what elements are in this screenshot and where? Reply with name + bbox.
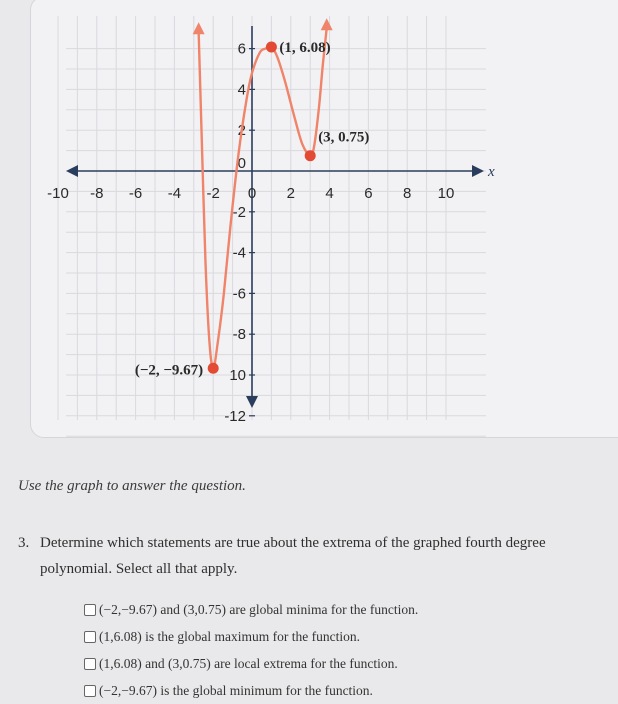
checkbox-3[interactable] bbox=[84, 658, 96, 670]
x-tick-label: -10 bbox=[47, 185, 69, 202]
x-axis-right-arrow bbox=[472, 165, 484, 177]
option-3-label: (1,6.08) and (3,0.75) are local extrema for the function. bbox=[99, 655, 398, 671]
extremum-point bbox=[208, 363, 219, 374]
y-tick-label: 10 bbox=[229, 367, 246, 384]
curve-right-arrow bbox=[321, 18, 333, 30]
curve-left-arrow bbox=[193, 22, 205, 34]
extremum-point bbox=[305, 150, 316, 161]
option-4-label: (−2,−9.67) is the global minimum for the function. bbox=[99, 682, 373, 698]
question bbox=[18, 530, 598, 582]
x-tick-label: 2 bbox=[286, 185, 295, 202]
checkbox-4[interactable] bbox=[84, 685, 96, 697]
answer-options bbox=[84, 596, 418, 704]
x-tick-label: 8 bbox=[403, 185, 412, 202]
y-axis-down-arrow bbox=[246, 396, 258, 408]
extremum-label: (3, 0.75) bbox=[318, 129, 370, 146]
checkbox-1[interactable] bbox=[84, 604, 96, 616]
y-tick-label: 4 bbox=[237, 81, 246, 99]
x-tick-label: 4 bbox=[325, 185, 334, 202]
y-tick-label: 0 bbox=[237, 155, 246, 172]
y-tick-label: -4 bbox=[232, 244, 246, 262]
option-3[interactable] bbox=[84, 650, 418, 677]
extremum-label: (−2, −9.67) bbox=[134, 362, 204, 379]
x-tick-label: -2 bbox=[206, 185, 220, 202]
y-tick-label: -12 bbox=[224, 407, 246, 425]
option-2-label: (1,6.08) is the global maximum for the function. bbox=[99, 628, 360, 644]
x-axis-label: x bbox=[488, 164, 495, 180]
question-text-line1: Determine which statements are true about the extrema of the graphed fourth degree bbox=[40, 535, 546, 551]
x-tick-label: -8 bbox=[90, 185, 104, 202]
x-tick-label: 0 bbox=[247, 185, 257, 202]
option-2[interactable] bbox=[84, 623, 418, 650]
extremum-point bbox=[266, 41, 277, 52]
instruction-text: Use the graph to answer the question. bbox=[18, 478, 246, 494]
x-tick-label: -4 bbox=[167, 185, 182, 202]
extremum-label: (1, 6.08) bbox=[279, 39, 331, 56]
y-tick-label: -6 bbox=[232, 285, 246, 303]
y-tick-label: -2 bbox=[232, 203, 246, 221]
checkbox-2[interactable] bbox=[84, 631, 96, 643]
x-tick-label: 10 bbox=[437, 185, 455, 202]
x-axis-left-arrow bbox=[66, 165, 78, 177]
question-text-line2: polynomial. Select all that apply. bbox=[40, 561, 238, 577]
y-tick-label: 6 bbox=[237, 40, 246, 58]
question-number: 3. bbox=[18, 535, 30, 551]
option-1[interactable] bbox=[84, 596, 418, 623]
y-tick-label: -8 bbox=[232, 326, 246, 344]
option-1-label: (−2,−9.67) and (3,0.75) are global minima for the function. bbox=[99, 601, 419, 617]
y-tick-label: 2 bbox=[237, 122, 246, 140]
x-tick-label: -6 bbox=[128, 185, 143, 202]
x-tick-label: 6 bbox=[364, 185, 373, 202]
